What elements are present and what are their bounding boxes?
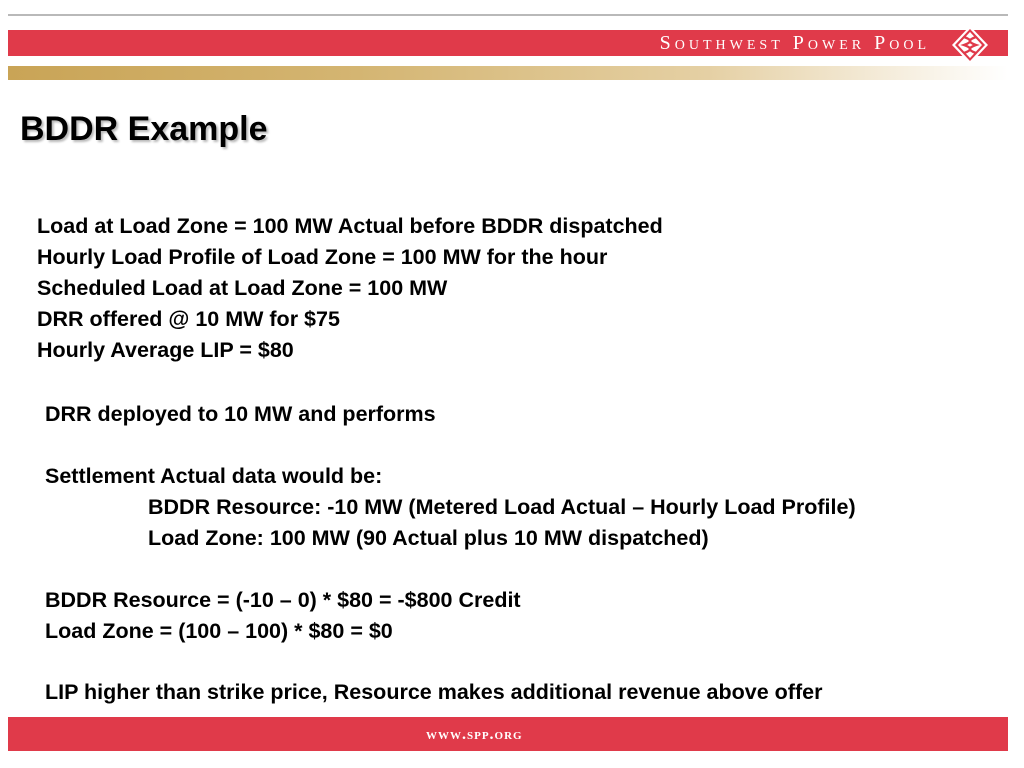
deployment-line: DRR deployed to 10 MW and performs [45, 402, 436, 426]
settlement-item: Load Zone: 100 MW (90 Actual plus 10 MW dispatched) [148, 526, 709, 550]
settlement-heading: Settlement Actual data would be: [45, 464, 383, 488]
footer-bar [8, 717, 1008, 751]
footer-url: www.spp.org [426, 726, 523, 743]
brand-name: Southwest Power Pool [659, 32, 930, 54]
top-divider [8, 14, 1008, 16]
header-bar [8, 30, 1008, 56]
settlement-item: BDDR Resource: -10 MW (Metered Load Actual – Hourly Load Profile) [148, 495, 856, 519]
calculation-line: BDDR Resource = (-10 – 0) * $80 = -$800 Credit [45, 588, 521, 612]
spp-logo-icon [950, 25, 990, 65]
assumption-line: Scheduled Load at Load Zone = 100 MW [37, 276, 448, 300]
assumption-line: Load at Load Zone = 100 MW Actual before BDDR dispatched [37, 214, 663, 238]
conclusion-line: LIP higher than strike price, Resource makes additional revenue above offer [45, 680, 823, 704]
assumption-line: Hourly Load Profile of Load Zone = 100 MW for the hour [37, 245, 608, 269]
assumption-line: Hourly Average LIP = $80 [37, 338, 294, 362]
slide-title: BDDR Example [20, 110, 268, 148]
gold-accent-band [8, 66, 1008, 80]
calculation-line: Load Zone = (100 – 100) * $80 = $0 [45, 619, 393, 643]
assumption-line: DRR offered @ 10 MW for $75 [37, 307, 340, 331]
